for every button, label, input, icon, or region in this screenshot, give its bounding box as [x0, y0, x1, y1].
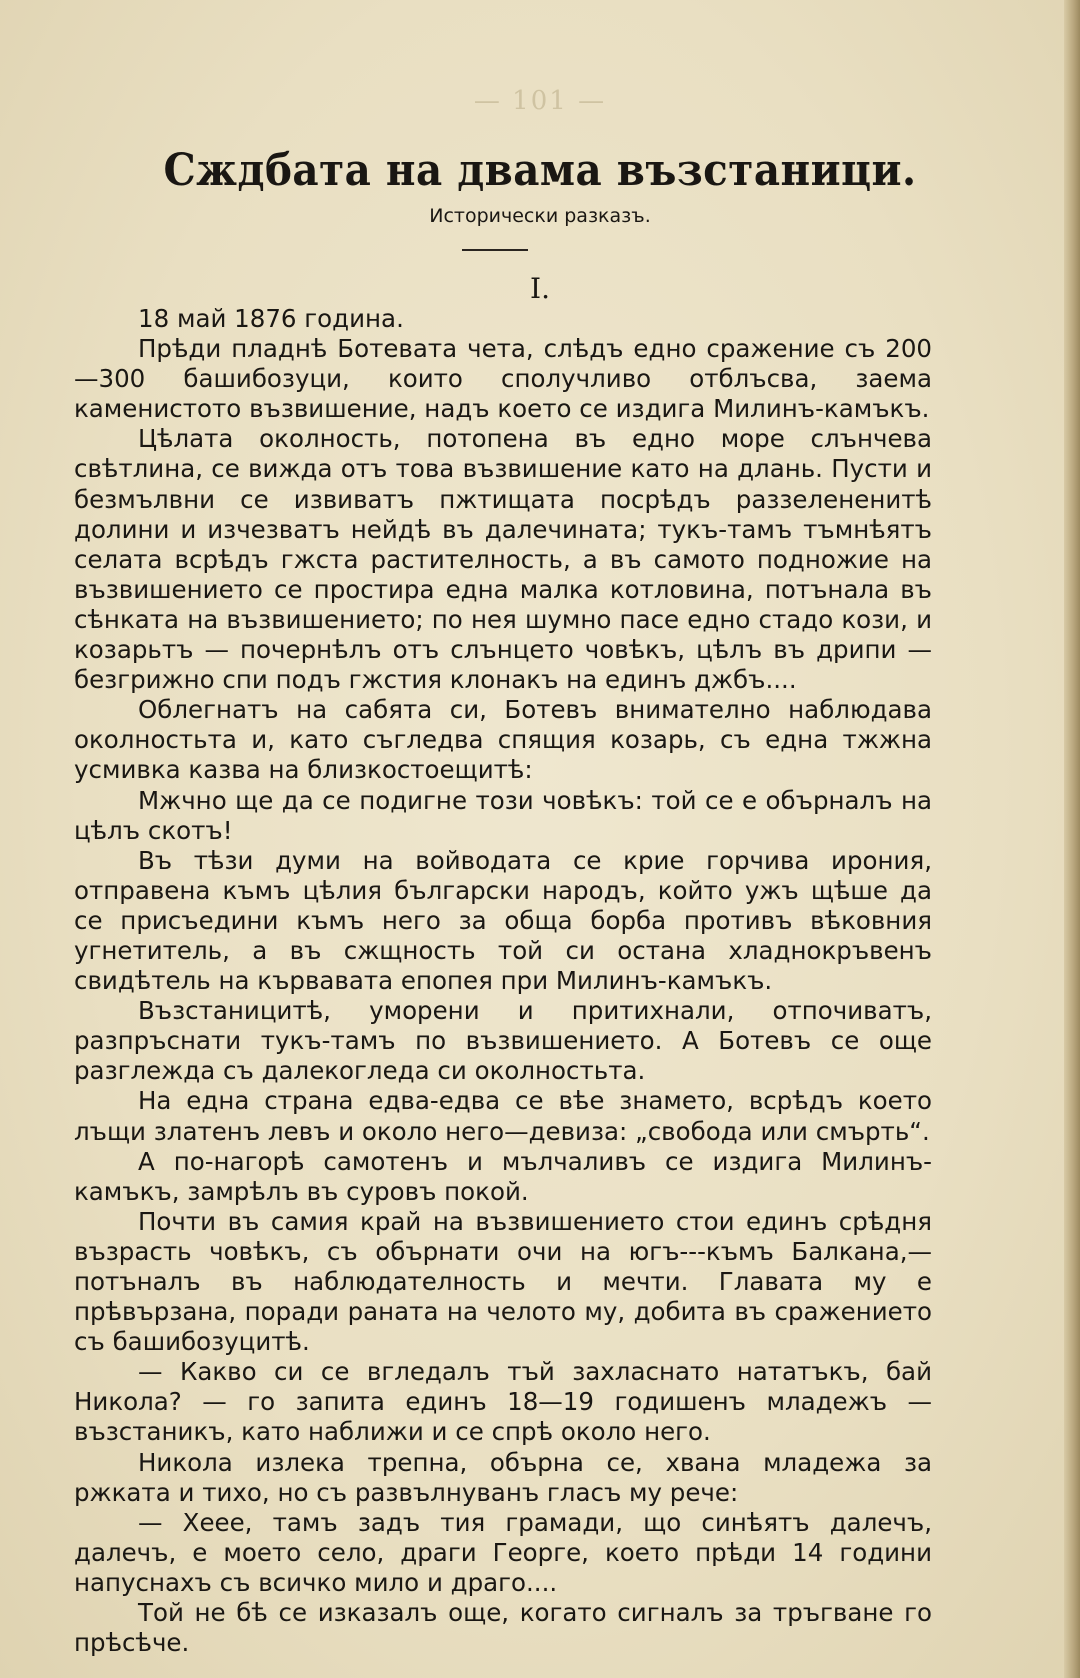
paragraph: Въ тѣзи думи на войводата се крие горчива ирония, отправена къмъ цѣлия български народъ, който ужъ щѣше да се присъедини къмъ него за обща борба противъ вѣковния угнетитель, а въ сжщность той си остана хладнокръвенъ свидѣтель на кървавата епопея при Милинъ-камъкъ. — [74, 845, 932, 996]
paragraph-dialogue: Мжчно ще да се подигне този човѣкъ: той се е обърналъ на цѣлъ скотъ! — [74, 785, 932, 845]
paragraph: На една страна едва-едва се вѣе знамето, всрѣдъ което лъщи златенъ левъ и около него—девиза: „свобода или смърть“. — [74, 1086, 932, 1146]
story-subtitle: Исторически разказъ. — [429, 205, 651, 227]
paragraph: Той не бѣ се изказалъ още, когато сигналъ за тръгване го прѣсѣче. — [74, 1598, 932, 1658]
story-body — [74, 304, 932, 1658]
paragraph-dialogue: — Какво си се вгледалъ тъй захласнато нататъкъ, бай Никола? — го запита единъ 18—19 годишенъ младежъ — възстаникъ, като наближи и се спрѣ около него. — [74, 1357, 932, 1447]
paragraph: Възстаницитѣ, уморени и притихнали, отпочиватъ, разпръснати тукъ-тамъ по възвишението. А Ботевъ се още разглежда съ далекогледа си околностьта. — [74, 996, 932, 1086]
paragraph: Прѣди пладнѣ Ботевата чета, слѣдъ едно сражение съ 200—300 башибозуци, които сполучливо отблъсва, заема каменистото възвишение, надъ което се издига Милинъ-камъкъ. — [74, 334, 932, 424]
story-title: Сждбата на двама възстаници. — [163, 145, 917, 196]
paragraph: Цѣлата околность, потопена въ едно море слънчева свѣтлина, се вижда отъ това възвишение като на длань. Пусти и безмълвни се извиватъ пжтищата посрѣдъ раззелененитѣ долини и изчезватъ нейдѣ въ далечината; тукъ-тамъ тъмнѣятъ селата всрѣдъ гжста растителность, а въ самото подножие на възвишението се простира една малка котловина, потънала въ сѣнката на възвишението; по нея шумно пасе едно стадо кози, и козарьтъ — почернѣлъ отъ слънцето човѣкъ, цѣлъ въ дрипи — безгрижно спи подъ гжстия клонакъ на единъ джбъ.... — [74, 424, 932, 695]
paragraph: Облегнатъ на сабята си, Ботевъ внимателно наблюдава околностьта и, като съгледва спящия козарь, съ една тжжна усмивка казва на близкостоещитѣ: — [74, 695, 932, 785]
title-divider — [462, 249, 528, 251]
paragraph: Почти въ самия край на възвишението стои единъ срѣдня възрасть човѣкъ, съ обърнати очи на югъ---къмъ Балкана,—потъналъ въ наблюдателность и мечти. Главата му е прѣвързана, поради раната на челото му, добита въ сражението съ башибозуцитѣ. — [74, 1206, 932, 1357]
paragraph-dialogue: — Хеее, тамъ задъ тия грамади, що синѣятъ далечъ, далечъ, е моето село, драги Георге, което прѣди 14 години напуснахъ съ всичко мило и драго.... — [74, 1507, 932, 1597]
paragraph: А по-нагорѣ самотенъ и мълчаливъ се издига Милинъ-камъкъ, замрѣлъ въ суровъ покой. — [74, 1146, 932, 1206]
paragraph: Никола излека трепна, обърна се, хвана младежа за ржката и тихо, но съ развълнуванъ гласъ му рече: — [74, 1447, 932, 1507]
paragraph-date: 18 май 1876 година. — [138, 304, 404, 333]
book-spine-edge — [1064, 0, 1080, 1678]
section-number: I. — [530, 272, 550, 305]
page-number: — 101 — — [473, 86, 607, 116]
